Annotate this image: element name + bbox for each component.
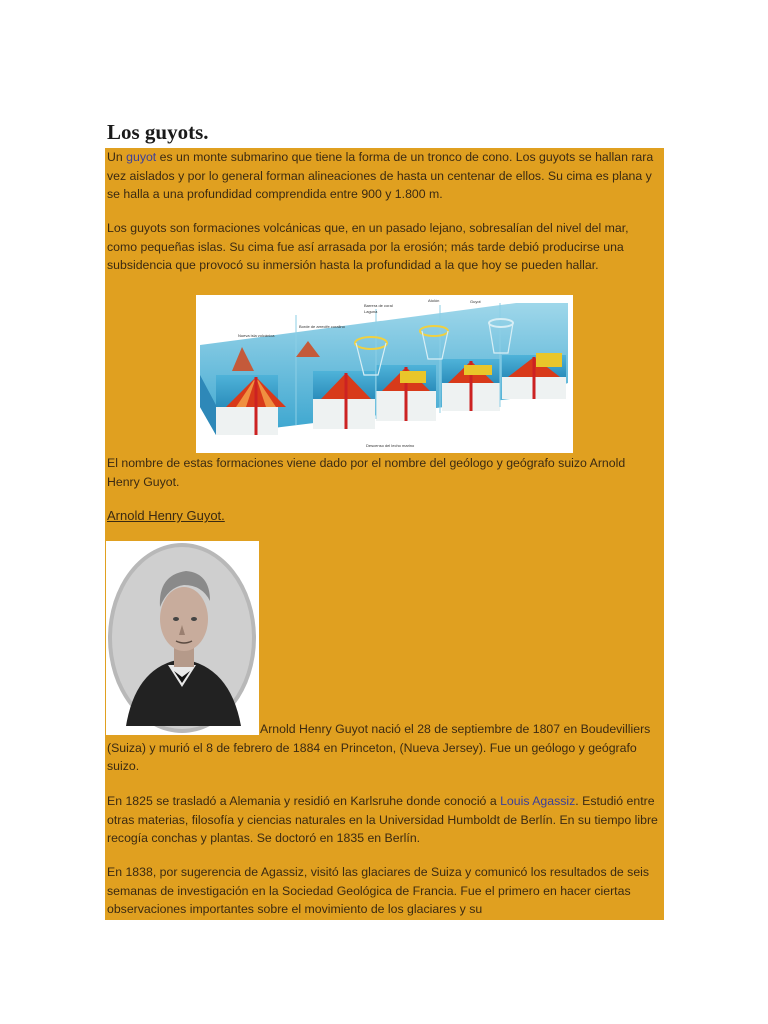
guyot-formation-diagram [196, 295, 573, 453]
page-title: Los guyots. [107, 120, 209, 144]
intro-rest: es un monte submarino que tiene la forma de un tronco de cono. Los guyots se hallan rara vez aislados y por lo general forman alineaciones de hasta un centenar de ellos. Su cima es plana y se halla a una profundidad comprendida entre 900 y 1.800 m. [107, 150, 654, 201]
p5-rest: . Estudió entre otras materias, filosofía y ciencias naturales en la Universidad Humboldt de Berlín. En su tiempo libre recogía conchas y plantas. Se doctoró en 1835 en Berlín. [107, 794, 658, 845]
diagram-label-1: Nueva isla volcánica [238, 333, 275, 338]
diagram-label-4: Laguna [364, 309, 378, 314]
paragraph-6: En 1838, por sugerencia de Agassiz, visitó las glaciares de Suiza y comunicó los resultados de seis semanas de investigación en la Sociedad Geológica de Francia. Fue el primero en hacer ciertas observaciones importantes sobre el movimiento de los glaciares y su [107, 865, 650, 916]
p5-prefix: En 1825 se trasladó a Alemania y residió en Karlsruhe donde conoció a [107, 794, 501, 808]
paragraph-2: Los guyots son formaciones volcánicas que, en un pasado lejano, sobresalían del nivel del mar, como pequeñas islas. Su cima fue así arrasada por la erosión; más tarde debió producirse una subsidencia que provocó su inmersión hasta la profundidad a la que hoy se pueden hallar. [107, 221, 629, 272]
paragraph-5 [107, 792, 659, 848]
diagram-label-5: Atolón [428, 298, 440, 303]
intro-paragraph [107, 148, 659, 204]
diagram-label-7: Descenso del lecho marino [366, 443, 415, 448]
content-box [105, 148, 664, 920]
intro-prefix: Un [107, 150, 127, 164]
diagram-label-6: Guyot [470, 299, 481, 304]
paragraph-4: Arnold Henry Guyot nació el 28 de septiembre de 1807 en Boudevilliers (Suiza) y murió el 8 de febrero de 1884 en Princeton, (Nueva Jersey). Fue un geólogo y geógrafo suizo. [107, 722, 651, 773]
portrait-svg [106, 541, 259, 735]
diagram-label-3: Barrera de coral [364, 303, 393, 308]
section-heading: Arnold Henry Guyot. [107, 508, 225, 523]
diagram-svg [196, 295, 573, 453]
guyot-portrait-image [106, 541, 259, 735]
guyot-link[interactable]: guyot [126, 150, 157, 164]
agassiz-link[interactable]: Louis Agassiz [500, 794, 576, 808]
paragraph-3: El nombre de estas formaciones viene dado por el nombre del geólogo y geógrafo suizo Arnold Henry Guyot. [107, 456, 626, 489]
diagram-label-2: Borde de arrecife coralino [299, 324, 345, 329]
